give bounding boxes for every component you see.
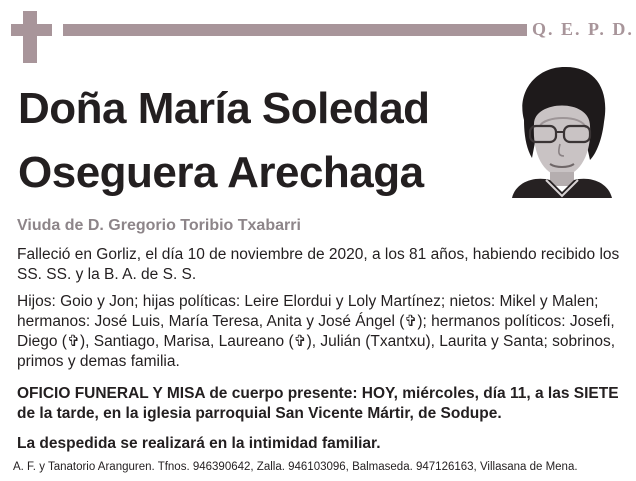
header-bar bbox=[63, 24, 527, 36]
funeral-home-footer: A. F. y Tanatorio Aranguren. Tfnos. 946390642, Zalla. 946103096, Balmaseda. 947126163, Villasana de Mena. bbox=[13, 461, 578, 473]
portrait-photo bbox=[510, 64, 614, 198]
deceased-name-line1: Doña María Soledad bbox=[18, 84, 430, 133]
family-paragraph: Hijos: Goio y Jon; hijas políticas: Leire Elordui y Loly Martínez; nietos: Mikel y Malen; hermanos: José Luis, María Teresa, Anita y José Ángel (✞); hermanos políticos: Josefi, Diego (✞), Santiago, Marisa, Laureano (✞), Julián (Txantxu), Laurita y Santa; sobrinos, primos y demas familia. bbox=[17, 293, 616, 370]
qepd-label: Q. E. P. D. bbox=[532, 19, 634, 39]
deceased-name-line2: Oseguera Arechaga bbox=[18, 148, 424, 197]
farewell-paragraph: La despedida se realizará en la intimidad familiar. bbox=[17, 435, 381, 452]
death-paragraph: Falleció en Gorliz, el día 10 de noviembre de 2020, a los 81 años, habiendo recibido los SS. SS. y la B. A. de S. S. bbox=[17, 246, 620, 283]
cross-icon-horizontal bbox=[11, 24, 52, 36]
cross-icon-vertical bbox=[23, 11, 37, 63]
widow-line: Viuda de D. Gregorio Toribio Txabarri bbox=[17, 217, 301, 234]
funeral-paragraph: OFICIO FUNERAL Y MISA de cuerpo presente: HOY, miércoles, día 11, a las SIETE de la tarde, en la iglesia parroquial San Vicente Mártir, de Sodupe. bbox=[17, 385, 619, 422]
